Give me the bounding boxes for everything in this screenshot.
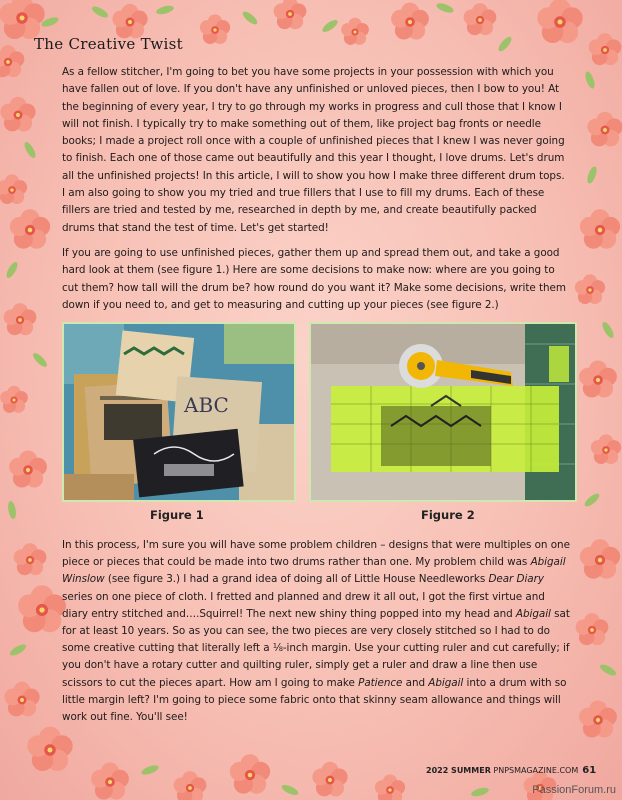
page-footer	[426, 765, 596, 776]
figure-2-caption: Figure 2	[421, 508, 475, 522]
series-name-dear-diary: Dear Diary	[488, 573, 544, 586]
pattern-name-abigail-winslow: Abigail Winslow	[62, 556, 566, 586]
issue-label: 2022 SUMMER	[426, 766, 491, 775]
article-title: The Creative Twist	[34, 35, 183, 53]
page-number: 61	[582, 765, 597, 776]
pattern-name-patience: Patience	[358, 676, 403, 689]
magazine-site: PNPSMAGAZINE.COM	[493, 766, 579, 775]
site-watermark: PassionForum.ru	[532, 784, 616, 796]
figure-1-image	[64, 324, 294, 500]
process-paragraph: In this process, I'm sure you will have some problem children – designs that were multiples on one piece or pieces that could be made into two drums rather than one. My problem child was Abigail Winslow (see figure 3.) I had a grand idea of doing all of Little House Needleworks Dear Diary series on one piece of cloth. I fretted and planned and drew it all out, I got the first virtue and diary entry stitched and….Squirrel! The next new shiny thing popped into my head and Abigail sat for at least 10 years. So as you can see, the two pieces are very closely stitched so I had to do some creative cutting that literally left a ⅛-inch margin. Use your cutting ruler and cut carefully; if you don't have a rotary cutter and quilting ruler, simply get a ruler and draw a line then use scissors to cut the pieces apart. How am I going to make Patience and Abigail into a drum with so little margin left? I'm going to piece some fabric onto that skinny seam allowance and things will work out fine. You'll see!	[62, 539, 570, 724]
figure-2-photo	[309, 322, 577, 502]
figure-1-caption: Figure 1	[150, 508, 204, 522]
figure-2-image	[311, 324, 575, 500]
figure-1-photo	[62, 322, 296, 502]
instructions-paragraph: If you are going to use unfinished pieces, gather them up and spread them out, and take a good hard look at them (see figure 1.) Here are some decisions to make now: where are you going to cut them? how tall will the drum be? how round do you want it? Make some decisions, write them down if you need to, and get to measuring and cutting up your pieces (see figure 2.)	[62, 247, 566, 311]
sampler-lettering: ABC	[184, 393, 229, 417]
intro-paragraph: As a fellow stitcher, I'm going to bet you have some projects in your possession with which you have fallen out of love. If you don't have any unfinished or unloved pieces, then I bow to you! At the beginning of every year, I try to go through my works in progress and cull those that I know I will not finish. I typically try to make something out of them, like project bag fronts or needle books; I made a project roll once with a couple of unfinished pieces that I knew I was never going to finish. Each one of those came out beautifully and this year I thought, I love drums. Let's drum all the unfinished projects! In this article, I will to show you how I make three different drum tops. I am also going to show you my tried and true fillers that I use to fill my drums. Each of these fillers are tried and tested by me, researched in depth by me, and create beautifully packed drums that stand the test of time. Let's get started!	[62, 66, 565, 234]
